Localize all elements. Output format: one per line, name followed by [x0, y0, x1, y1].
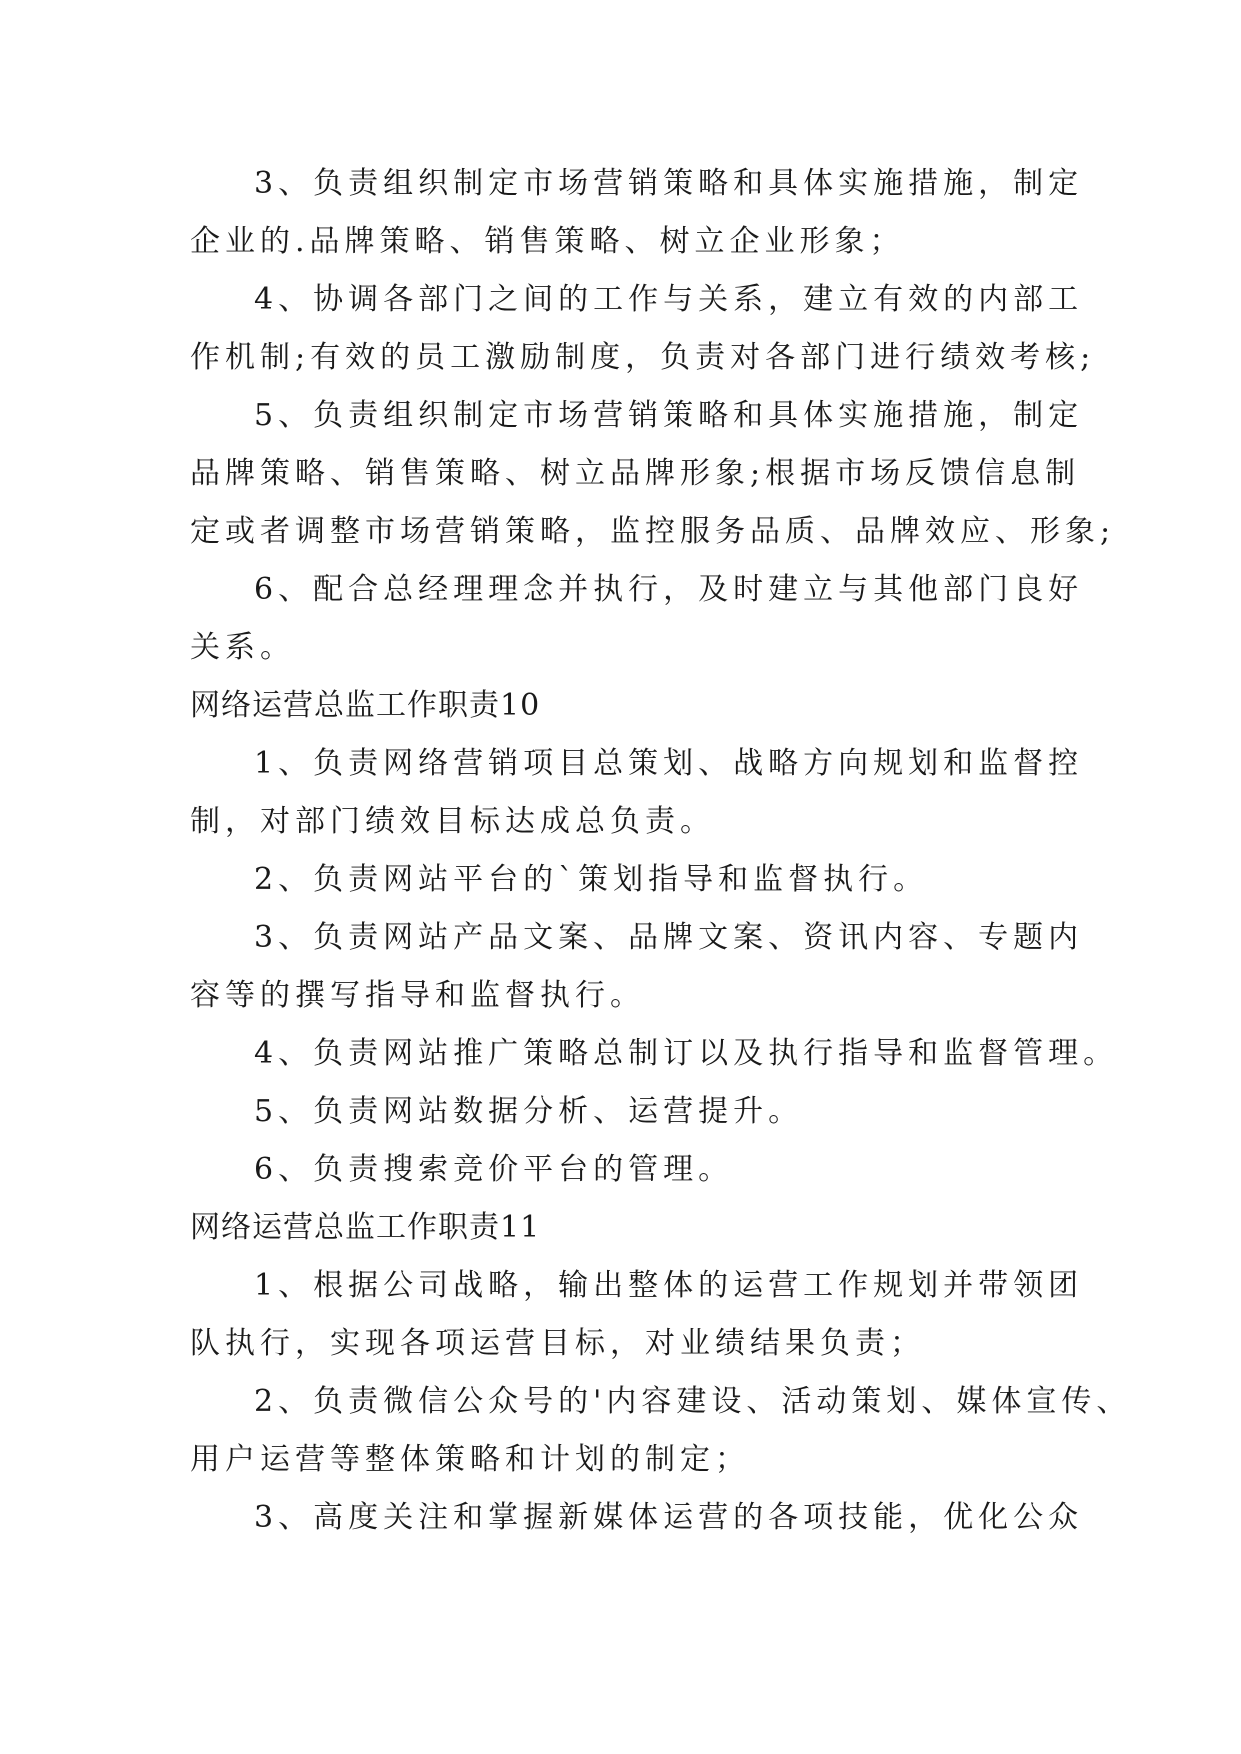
paragraph-line: 6、配合总经理理念并执行，及时建立与其他部门良好 — [254, 572, 1084, 607]
paragraph-line: 1、负责网络营销项目总策划、战略方向规划和监督控 — [254, 746, 1084, 781]
paragraph-line: 容等的撰写指导和监督执行。 — [190, 978, 645, 1013]
paragraph-line: 2、负责网站平台的`策划指导和监督执行。 — [254, 862, 929, 897]
paragraph-line: 4、负责网站推广策略总制订以及执行指导和监督管理。 — [254, 1036, 1119, 1071]
paragraph-line: 队执行，实现各项运营目标，对业绩结果负责； — [190, 1326, 925, 1361]
section-heading: 网络运营总监工作职责10 — [190, 688, 541, 723]
paragraph-line: 关系。 — [190, 630, 295, 665]
paragraph-line: 定或者调整市场营销策略，监控服务品质、品牌效应、形象; — [190, 514, 1116, 549]
paragraph-line: 制，对部门绩效目标达成总负责。 — [190, 804, 715, 839]
paragraph-line: 用户运营等整体策略和计划的制定； — [190, 1442, 750, 1477]
paragraph-line: 企业的.品牌策略、销售策略、树立企业形象； — [190, 224, 905, 259]
paragraph-line: 6、负责搜索竞价平台的管理。 — [254, 1152, 734, 1187]
section-heading: 网络运营总监工作职责11 — [190, 1210, 541, 1245]
paragraph-line: 5、负责网站数据分析、运营提升。 — [254, 1094, 804, 1129]
paragraph-line: 3、负责网站产品文案、品牌文案、资讯内容、专题内 — [254, 920, 1084, 955]
paragraph-line: 5、负责组织制定市场营销策略和具体实施措施，制定 — [254, 398, 1084, 433]
paragraph-line: 4、协调各部门之间的工作与关系，建立有效的内部工 — [254, 282, 1084, 317]
paragraph-line: 3、负责组织制定市场营销策略和具体实施措施，制定 — [254, 166, 1084, 201]
paragraph-line: 作机制;有效的员工激励制度，负责对各部门进行绩效考核; — [190, 340, 1096, 375]
paragraph-line: 2、负责微信公众号的'内容建设、活动策划、媒体宣传、 — [254, 1384, 1132, 1419]
paragraph-line: 1、根据公司战略，输出整体的运营工作规划并带领团 — [254, 1268, 1084, 1303]
paragraph-line: 品牌策略、销售策略、树立品牌形象;根据市场反馈信息制 — [190, 456, 1081, 491]
paragraph-line: 3、高度关注和掌握新媒体运营的各项技能，优化公众 — [254, 1500, 1084, 1535]
